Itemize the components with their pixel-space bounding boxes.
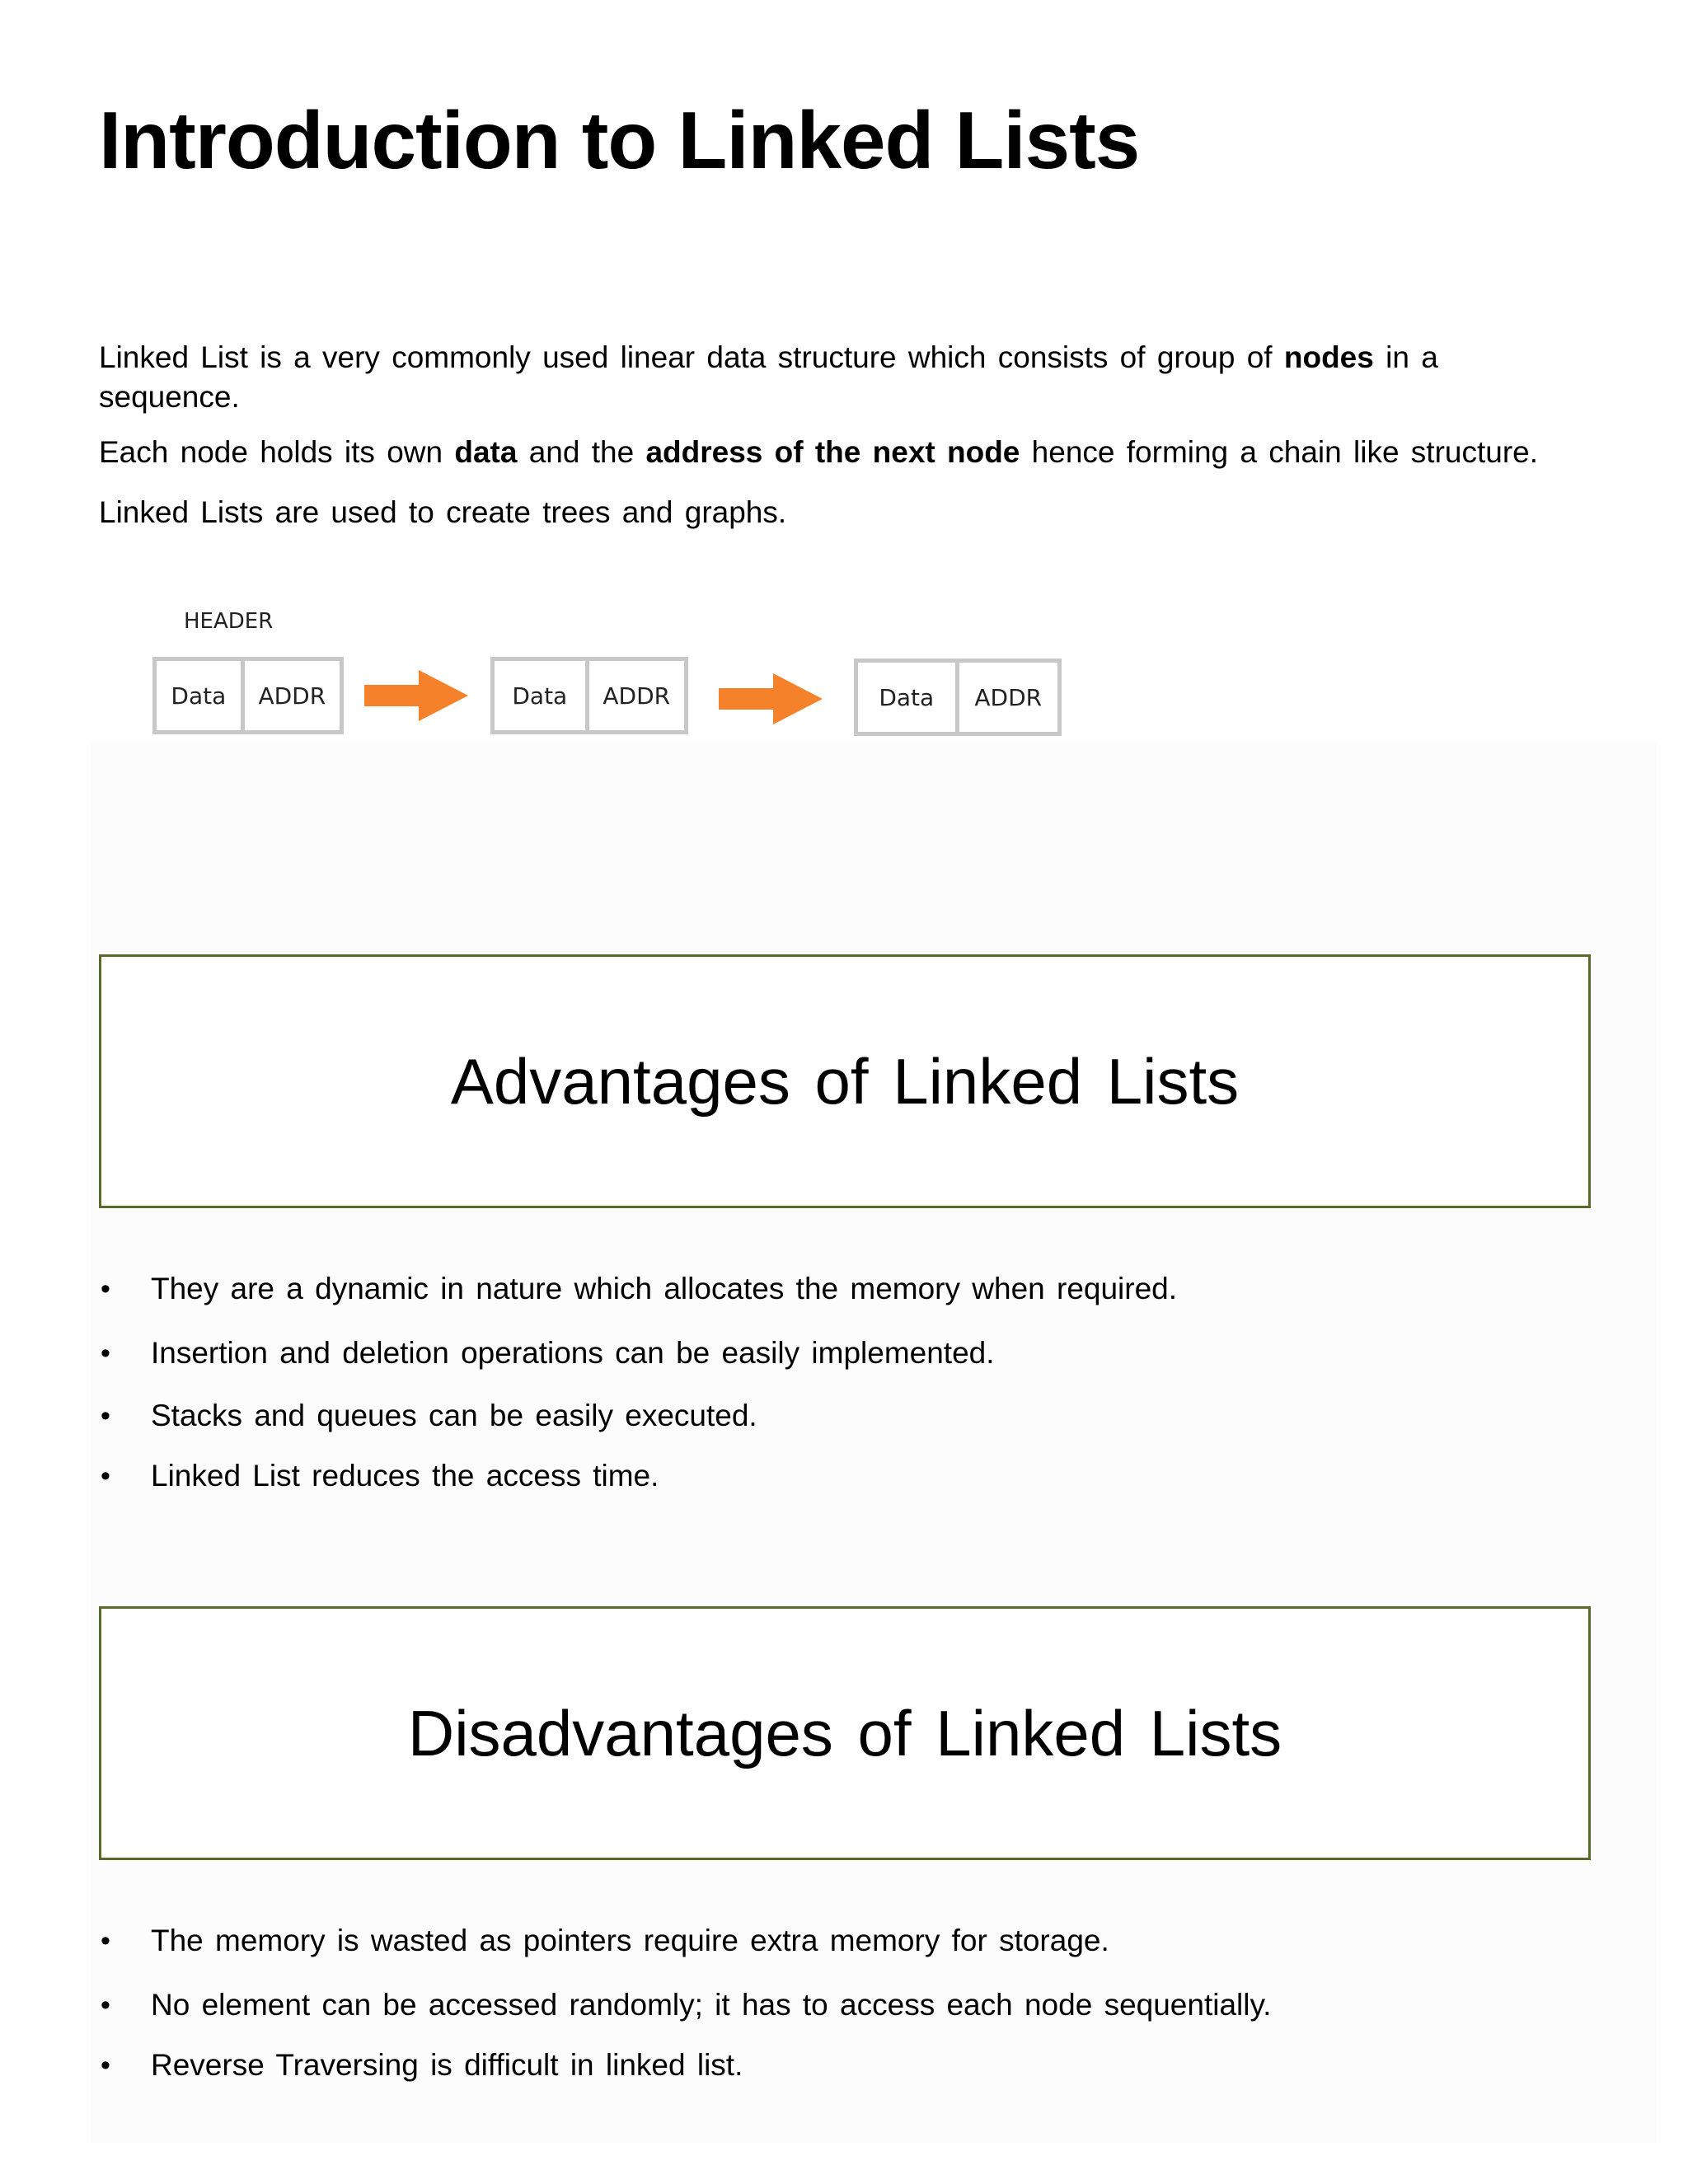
right-arrow-icon [719, 673, 823, 724]
bullet-icon: • [101, 1273, 110, 1305]
node-data-cell: Data [512, 682, 568, 710]
list-item-text: Insertion and deletion operations can be easily implemented. [151, 1336, 995, 1370]
list-item-text: The memory is wasted as pointers require extra memory for storage. [151, 1924, 1109, 1957]
page-title: Introduction to Linked Lists [99, 95, 1140, 185]
list-node [490, 657, 688, 734]
list-item-text: Stacks and queues can be easily executed. [151, 1399, 757, 1432]
intro-p2-bold-data: data [454, 435, 518, 469]
intro-p2-bold-address: address of the next node [645, 435, 1020, 469]
list-item-text: Linked List reduces the access time. [151, 1459, 659, 1493]
right-arrow-icon [364, 670, 468, 721]
list-item-text: No element can be accessed randomly; it has to access each node sequentially. [151, 1988, 1272, 2022]
list-item-text: They are a dynamic in nature which allocates the memory when required. [151, 1272, 1178, 1305]
list-node [152, 657, 344, 734]
bullet-icon: • [101, 1925, 110, 1957]
intro-p2-text: Each node holds its own [99, 435, 455, 469]
diagram-header-label: HEADER [184, 609, 274, 634]
node-data-cell: Data [879, 683, 935, 711]
list-item-text: Reverse Traversing is difficult in linked list. [151, 2048, 743, 2082]
bullet-icon: • [101, 1460, 110, 1492]
node-addr-cell: ADDR [241, 661, 340, 730]
disadvantages-heading: Disadvantages of Linked Lists [407, 1696, 1282, 1769]
node-addr-cell: ADDR [585, 661, 684, 730]
bullet-icon: • [101, 2050, 110, 2081]
advantages-heading: Advantages of Linked Lists [450, 1044, 1240, 1118]
advantages-heading-box [99, 954, 1591, 1208]
intro-paragraph-3: Linked Lists are used to create trees and graphs. [99, 495, 787, 529]
intro-p1-bold: nodes [1283, 340, 1374, 374]
node-addr-cell: ADDR [955, 663, 1057, 732]
bullet-icon: • [101, 1400, 110, 1432]
list-node [854, 658, 1062, 736]
node-data-cell: Data [171, 682, 227, 710]
bullet-icon: • [101, 1338, 110, 1369]
disadvantages-heading-box [99, 1606, 1591, 1860]
intro-p1-tail: in a sequence. [99, 340, 1438, 414]
intro-paragraph-1 [99, 338, 1582, 417]
intro-p2-tail: hence forming a chain like structure. [1020, 435, 1539, 469]
bullet-icon: • [101, 1990, 110, 2021]
intro-p1-text: Linked List is a very commonly used linear data structure which consists of group of [99, 340, 1284, 374]
intro-paragraph-2 [99, 433, 1582, 472]
intro-p2-mid: and the [517, 435, 646, 469]
